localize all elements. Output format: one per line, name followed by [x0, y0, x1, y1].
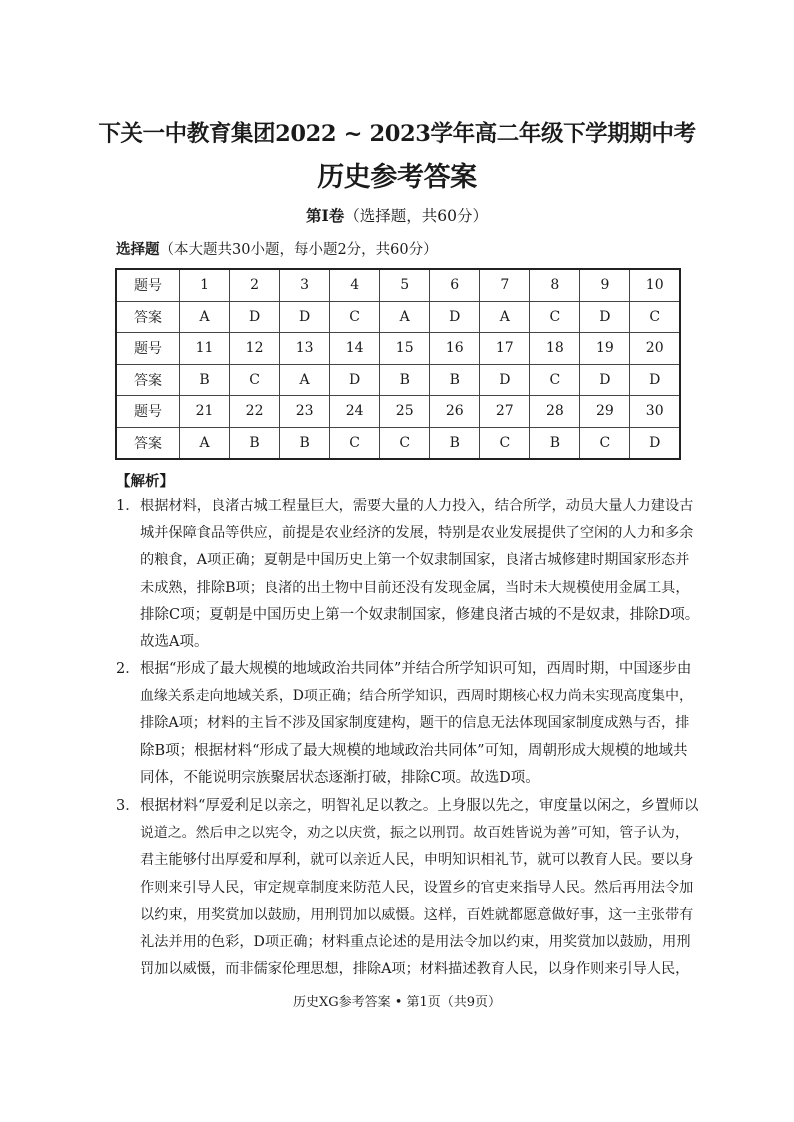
answer-cell: 7 — [480, 269, 530, 301]
answer-table-row — [116, 427, 680, 459]
row-header-cell: 题号 — [116, 396, 180, 428]
item-text-line: 根据“形成了最大规模的地域政治共同体”并结合所学知识可知，西周时期，中国逐步由 — [140, 661, 692, 677]
page-footer: 历史XG参考答案 • 第1页（共9页） — [292, 995, 502, 1010]
answer-cell: 26 — [430, 396, 480, 428]
answer-cell: A — [180, 427, 230, 459]
row-header-cell: 答案 — [116, 364, 180, 396]
choice-intro-bold: 选择题 — [116, 241, 160, 258]
answer-cell: 8 — [530, 269, 580, 301]
answer-cell: 9 — [580, 269, 630, 301]
title-line-1: 下关一中教育集团2022 ~ 2023学年高二年级下学期期中考 — [98, 121, 696, 147]
answer-cell: 17 — [480, 333, 530, 365]
item-number: 1． — [116, 498, 140, 514]
item-text-line: 说道之。然后申之以宪令，劝之以庆赏，振之以刑罚。故百姓皆说为善”可知，管子认为， — [140, 825, 689, 842]
answer-cell: A — [480, 301, 530, 333]
section-heading-bold: 第Ⅰ卷 — [306, 206, 345, 225]
row-header-cell: 答案 — [116, 301, 180, 333]
answer-table-row — [116, 396, 680, 428]
answer-cell: D — [230, 301, 280, 333]
answer-table-row — [116, 301, 680, 333]
section-heading — [0, 204, 794, 226]
item-number: 3． — [116, 798, 140, 814]
item-text-line: 故选A项。 — [140, 633, 209, 650]
answer-cell: 4 — [330, 269, 380, 301]
answer-cell: B — [430, 364, 480, 396]
answer-cell: C — [480, 427, 530, 459]
answer-cell: 3 — [280, 269, 330, 301]
item-text-line: 血缘关系走向地域关系，D项正确；结合所学知识，西周时期核心权力尚未实现高度集中， — [140, 688, 693, 705]
item-text-line: 作则来引导人民，审定规章制度来防范人民，设置乡的官吏来指导人民。然后再用法令加 — [140, 879, 694, 896]
answer-cell: 2 — [230, 269, 280, 301]
answer-cell: C — [230, 364, 280, 396]
answer-cell: 1 — [180, 269, 230, 301]
answer-table-row — [116, 333, 680, 365]
answer-cell: D — [480, 364, 530, 396]
item-text-line: 罚加以威慑，而非儒家伦理思想，排除A项；材料描述教育人民，以身作则来引导人民， — [140, 961, 690, 978]
answer-cell: D — [280, 301, 330, 333]
answer-cell: D — [630, 364, 680, 396]
answer-cell: D — [430, 301, 480, 333]
item-text-line: 的粮食，A项正确；夏朝是中国历史上第一个奴隶制国家，良渚古城修建时期国家形态并 — [140, 552, 690, 569]
answer-cell: 27 — [480, 396, 530, 428]
answer-cell: 28 — [530, 396, 580, 428]
answer-cell: 19 — [580, 333, 630, 365]
answer-cell: B — [430, 427, 480, 459]
choice-intro-rest: （本大题共30小题，每小题2分，共60分） — [159, 242, 438, 258]
answer-cell: C — [530, 364, 580, 396]
answer-cell: 23 — [280, 396, 330, 428]
answer-cell: 11 — [180, 333, 230, 365]
answer-cell: A — [280, 364, 330, 396]
item-text-line: 以约束，用奖赏加以鼓励，用刑罚加以威慑。这样，百姓就都愿意做好事，这一主张带有 — [140, 906, 694, 923]
analysis-item — [116, 493, 700, 656]
answer-cell: B — [380, 364, 430, 396]
answer-cell: C — [580, 427, 630, 459]
item-text-line: 礼法并用的色彩，D项正确；材料重点论述的是用法令加以约束，用奖赏加以鼓励，用刑 — [140, 933, 691, 950]
choice-intro — [116, 238, 438, 259]
answer-cell: C — [380, 427, 430, 459]
answer-cell: 21 — [180, 396, 230, 428]
answer-cell: 24 — [330, 396, 380, 428]
answer-cell: C — [330, 427, 380, 459]
item-text-line: 排除A项；材料的主旨不涉及国家制度建构，题干的信息无法体现国家制度成熟与否，排 — [140, 715, 690, 732]
answer-cell: 30 — [630, 396, 680, 428]
answer-cell: C — [530, 301, 580, 333]
answer-cell: 13 — [280, 333, 330, 365]
answer-cell: 20 — [630, 333, 680, 365]
answer-table-body — [116, 269, 680, 459]
answer-cell: 6 — [430, 269, 480, 301]
analysis-heading: 【解析】 — [116, 473, 174, 490]
item-text-line: 同体，不能说明宗族聚居状态逐渐打破，排除C项。故选D项。 — [140, 769, 540, 786]
answer-cell: B — [530, 427, 580, 459]
answer-cell: B — [230, 427, 280, 459]
answer-table-row — [116, 364, 680, 396]
item-text-line: 未成熟，排除B项；良渚的出土物中目前还没有发现金属，当时未大规模使用金属工具， — [140, 579, 690, 596]
answer-cell: D — [630, 427, 680, 459]
title-line-2: 历史参考答案 — [317, 162, 477, 193]
answer-table — [115, 268, 681, 460]
answer-cell: 29 — [580, 396, 630, 428]
item-text-line: 根据材料，良渚古城工程量巨大，需要大量的人力投入，结合所学，动员大量人力建设古 — [140, 498, 694, 514]
answer-cell: 18 — [530, 333, 580, 365]
answer-cell: C — [330, 301, 380, 333]
item-number: 2． — [116, 661, 140, 677]
answer-cell: 10 — [630, 269, 680, 301]
analysis-item — [116, 793, 699, 983]
answer-cell: C — [630, 301, 680, 333]
item-text-line: 根据材料“厚爱利足以亲之，明智礼足以教之。上身服以先之，审度量以闲之，乡置师以 — [140, 798, 699, 814]
row-header-cell: 答案 — [116, 427, 180, 459]
answer-cell: D — [330, 364, 380, 396]
item-text-line: 除B项；根据材料“形成了最大规模的地域政治共同体”可知，周朝形成大规模的地域共 — [140, 742, 688, 759]
answer-cell: D — [580, 301, 630, 333]
item-text-line: 城并保障食品等供应，前提是农业经济的发展，特别是农业发展提供了空闲的人力和多余 — [140, 525, 694, 542]
row-header-cell: 题号 — [116, 333, 180, 365]
answer-cell: 12 — [230, 333, 280, 365]
analysis-item — [116, 656, 693, 792]
answer-cell: 16 — [430, 333, 480, 365]
answer-cell: 15 — [380, 333, 430, 365]
answer-cell: D — [580, 364, 630, 396]
section-heading-rest: （选择题，共60分） — [344, 207, 488, 225]
answer-cell: A — [180, 301, 230, 333]
row-header-cell: 题号 — [116, 269, 180, 301]
item-text-line: 君主能够付出厚爱和厚利，就可以亲近人民，申明知识相礼节，就可以教育人民。要以身 — [140, 852, 694, 869]
answer-table-row — [116, 269, 680, 301]
answer-cell: 25 — [380, 396, 430, 428]
answer-cell: 14 — [330, 333, 380, 365]
answer-cell: A — [380, 301, 430, 333]
answer-cell: 5 — [380, 269, 430, 301]
item-text-line: 排除C项；夏朝是中国历史上第一个奴隶制国家，修建良渚古城的不是奴隶，排除D项。 — [140, 606, 700, 623]
answer-cell: B — [280, 427, 330, 459]
answer-cell: 22 — [230, 396, 280, 428]
answer-cell: B — [180, 364, 230, 396]
